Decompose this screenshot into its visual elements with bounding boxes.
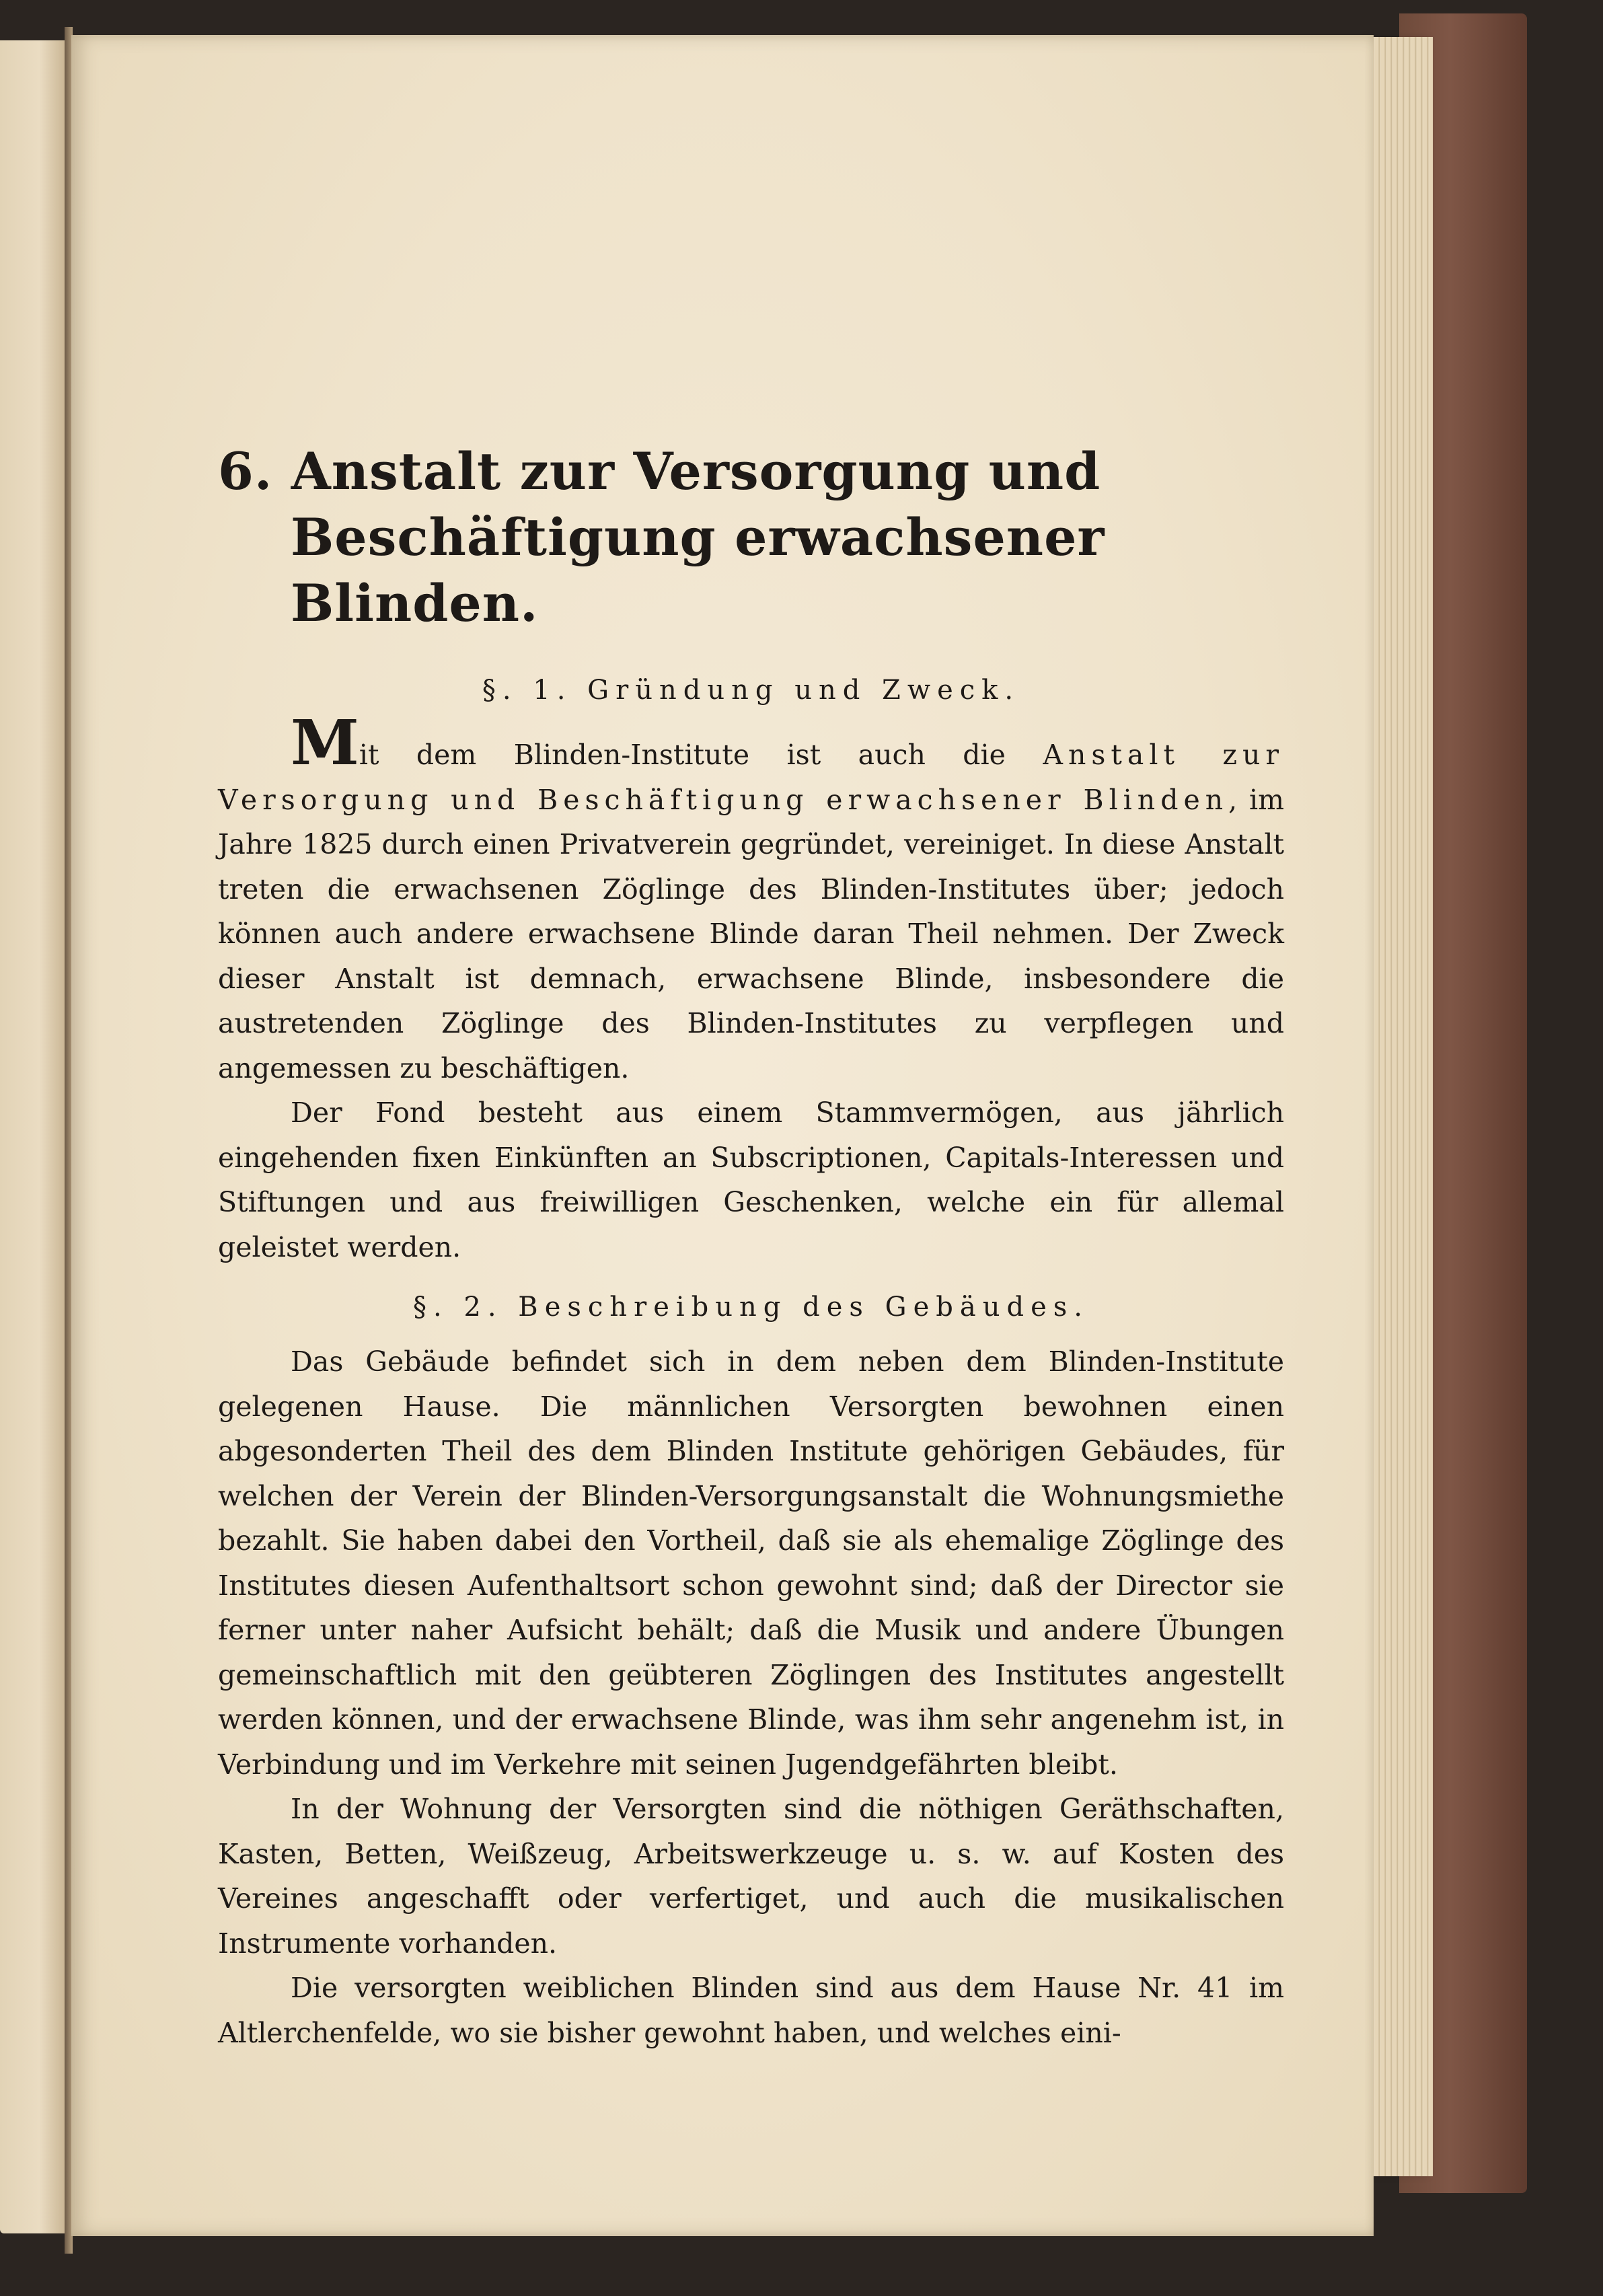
paragraph-lead: it dem Blinden-Institute ist auch die [359, 739, 1043, 771]
section-2-paragraph-3: Die versorgten weiblichen Blinden sind aus dem Hause Nr. 41 im Altlerchenfelde, wo sie bisher gewohnt haben, und welches eini- [218, 1972, 1284, 2049]
drop-cap: M [291, 706, 359, 779]
page-content [218, 439, 1284, 2055]
section-1-paragraph-1 [218, 706, 1284, 1090]
chapter-title: 6. Anstalt zur Versorgung und Beschäftigung erwachsener Blinden. [218, 441, 1105, 633]
section-2-heading: §. 2. Beschreibung des Gebäudes. [413, 1292, 1089, 1323]
section-2-paragraph-1: Das Gebäude befindet sich in dem neben dem Blinden-Institute gelegenen Hause. Die männlichen Versorgten bewohnen einen abgesonderten Theil des dem Blinden Institute gehörigen Gebäudes, für welchen der Verein der Blinden-Versorgungsanstalt die Wohnungsmiethe bezahlt. Sie haben dabei den Vortheil, daß sie als ehemalige Zöglinge des Institutes diesen Aufenthaltsort schon gewohnt sind; daß der Director sie ferner unter naher Aufsicht behält; daß die Musik und andere Übungen gemeinschaftlich mit den geübteren Zöglingen des Institutes angestellt werden können, und der erwachsene Blinde, was ihm sehr angenehm ist, in Verbindung und im Verkehre mit seinen Jugendgefährten bleibt. [218, 1345, 1284, 1781]
section-1-paragraph-2: Der Fond besteht aus einem Stammvermögen, aus jährlich eingehenden fixen Einkünften an Subscriptionen, Capitals-Interessen und Stiftungen und aus freiwilligen Geschenken, welche ein für allemal geleistet werden. [218, 1097, 1284, 1263]
section-1-heading: §. 1. Gründung und Zweck. [482, 675, 1020, 706]
page-edges [1369, 37, 1433, 2176]
book-page [71, 35, 1374, 2236]
facing-page-edge [0, 40, 66, 2233]
paragraph-rest: , im Jahre 1825 durch einen Privatverein gegründet, vereiniget. In diese Anstalt treten die erwachsenen Zöglinge des Blinden-Institutes über; jedoch können auch andere erwachsene Blinde daran Theil nehmen. Der Zweck dieser Anstalt ist demnach, erwachsene Blinde, insbesondere die austretenden Zöglinge des Blinden-Institutes zu verpflegen und angemessen zu beschäftigen. [218, 783, 1284, 1084]
section-2-paragraph-2: In der Wohnung der Versorgten sind die nöthigen Geräthschaften, Kasten, Betten, Weißzeug, Arbeitswerkzeuge u. s. w. auf Kosten des Vereines angeschafft oder verfertiget, und auch die musikalischen Instrumente vorhanden. [218, 1793, 1284, 1960]
spaced-institution-name: Anstalt zur Versorgung und Beschäftigung erwachsener Blinden [218, 739, 1284, 816]
